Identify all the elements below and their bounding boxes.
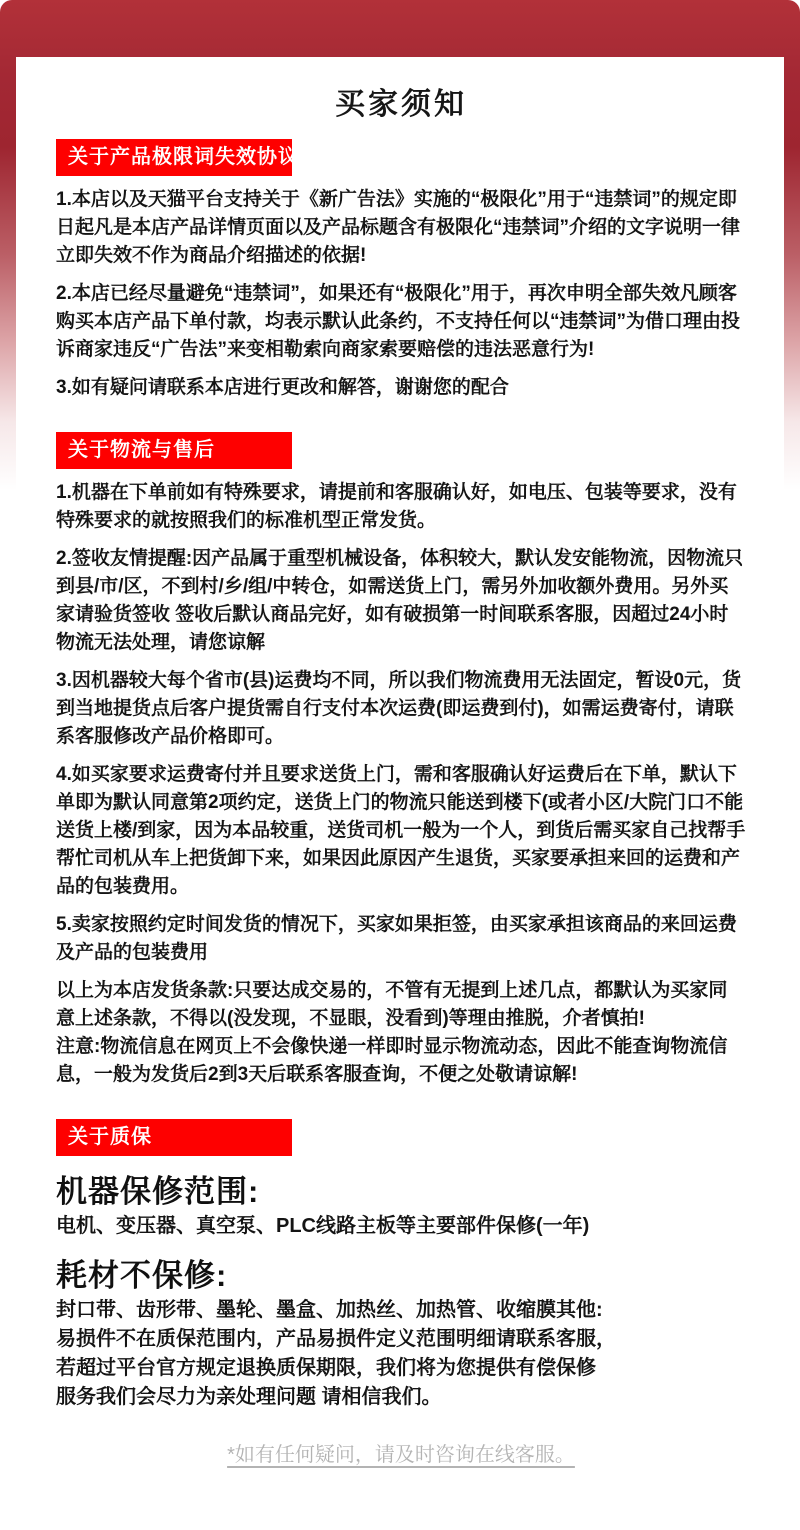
logistics-note-paragraph: 注意:物流信息在网页上不会像快递一样即时显示物流动态，因此不能查询物流信息，一般为发货后2到3天后联系客服查询，不便之处敬请谅解! bbox=[56, 1036, 728, 1085]
warranty-not-covered-line-4: 服务我们会尽力为亲处理问题 请相信我们。 bbox=[56, 1386, 442, 1408]
limit-words-paragraph-3: 3.如有疑问请联系本店进行更改和解答，谢谢您的配合 bbox=[56, 377, 509, 398]
logistics-paragraph-3: 3.因机器较大每个省市(县)运费均不同，所以我们物流费用无法固定，暂设0元，货到当地提货点后客户提货需自行支付本次运费(即运费到付)，如需运费寄付，请联系客服修改产品价格即可。 bbox=[56, 670, 742, 747]
logistics-paragraph-5: 5.卖家按照约定时间发货的情况下，买家如果拒签，由买家承担该商品的来回运费及产品的包装费用 bbox=[56, 914, 737, 963]
warranty-covered-description: 电机、变压器、真空泵、PLC线路主板等主要部件保修(一年) bbox=[56, 1215, 590, 1237]
logistics-paragraph-1: 1.机器在下单前如有特殊要求，请提前和客服确认好，如电压、包装等要求，没有特殊要求的就按照我们的标准机型正常发货。 bbox=[56, 482, 737, 531]
limit-words-paragraph-1: 1.本店以及天猫平台支持关于《新广告法》实施的“极限化”用于“违禁词”的规定即日起凡是本店产品详情页面以及产品标题含有极限化“违禁词”介绍的文字说明一律立即失效不作为商品介绍描述的依据! bbox=[56, 189, 741, 266]
warranty-not-covered-title: 耗材不保修: bbox=[56, 1258, 228, 1293]
logistics-paragraph-4: 4.如买家要求运费寄付并且要求送货上门，需和客服确认好运费后在下单，默认下单即为默认同意第2项约定，送货上门的物流只能送到楼下(或者小区/大院门口不能送货上楼/到家，因为本品较重，送货司机一般为一个人，到货后需买家自己找帮手帮忙司机从车上把货卸下来，如果因此原因产生退货，买家要承担来回的运费和产品的包装费用。 bbox=[56, 764, 746, 897]
footer-note: *如有任何疑问，请及时咨询在线客服。 bbox=[227, 1444, 575, 1466]
limit-words-paragraph-2: 2.本店已经尽量避免“违禁词”，如果还有“极限化”用于，再次申明全部失效凡顾客购买本店产品下单付款，均表示默认此条约，不支持任何以“违禁词”为借口理由投诉商家违反“广告法”来变相勒索向商家索要赔偿的违法恶意行为! bbox=[56, 283, 741, 360]
section-heading-warranty-banner: 关于质保 bbox=[56, 1119, 292, 1156]
warranty-covered-title: 机器保修范围: bbox=[56, 1174, 260, 1209]
logistics-paragraph-2: 2.签收友情提醒:因产品属于重型机械设备，体积较大，默认发安能物流，因物流只到县/市/区，不到村/乡/组/中转仓，如需送货上门，需另外加收额外费用。另外买家请验货签收 签收后默认商品完好，如有破损第一时间联系客服，因超过24小时物流无法处理，请您谅解 bbox=[56, 548, 744, 653]
warranty-not-covered-line-3: 若超过平台官方规定退换质保期限，我们将为您提供有偿保修 bbox=[56, 1357, 596, 1379]
buyer-notice-card bbox=[16, 57, 784, 1530]
logistics-terms-paragraph: 以上为本店发货条款:只要达成交易的，不管有无提到上述几点，都默认为买家同意上述条款，不得以(没发现，不显眼，没看到)等理由推脱，介者慎拍! bbox=[56, 980, 728, 1029]
page-title: 买家须知 bbox=[335, 88, 467, 121]
section-heading-limit-words-banner: 关于产品极限词失效协议 bbox=[56, 139, 292, 176]
section-heading-logistics-banner: 关于物流与售后 bbox=[56, 432, 292, 469]
warranty-not-covered-line-1: 封口带、齿形带、墨轮、墨盒、加热丝、加热管、收缩膜其他: bbox=[56, 1299, 603, 1321]
warranty-not-covered-line-2: 易损件不在质保范围内，产品易损件定义范围明细请联系客服， bbox=[56, 1328, 616, 1350]
warranty-not-covered-block bbox=[56, 1296, 746, 1412]
